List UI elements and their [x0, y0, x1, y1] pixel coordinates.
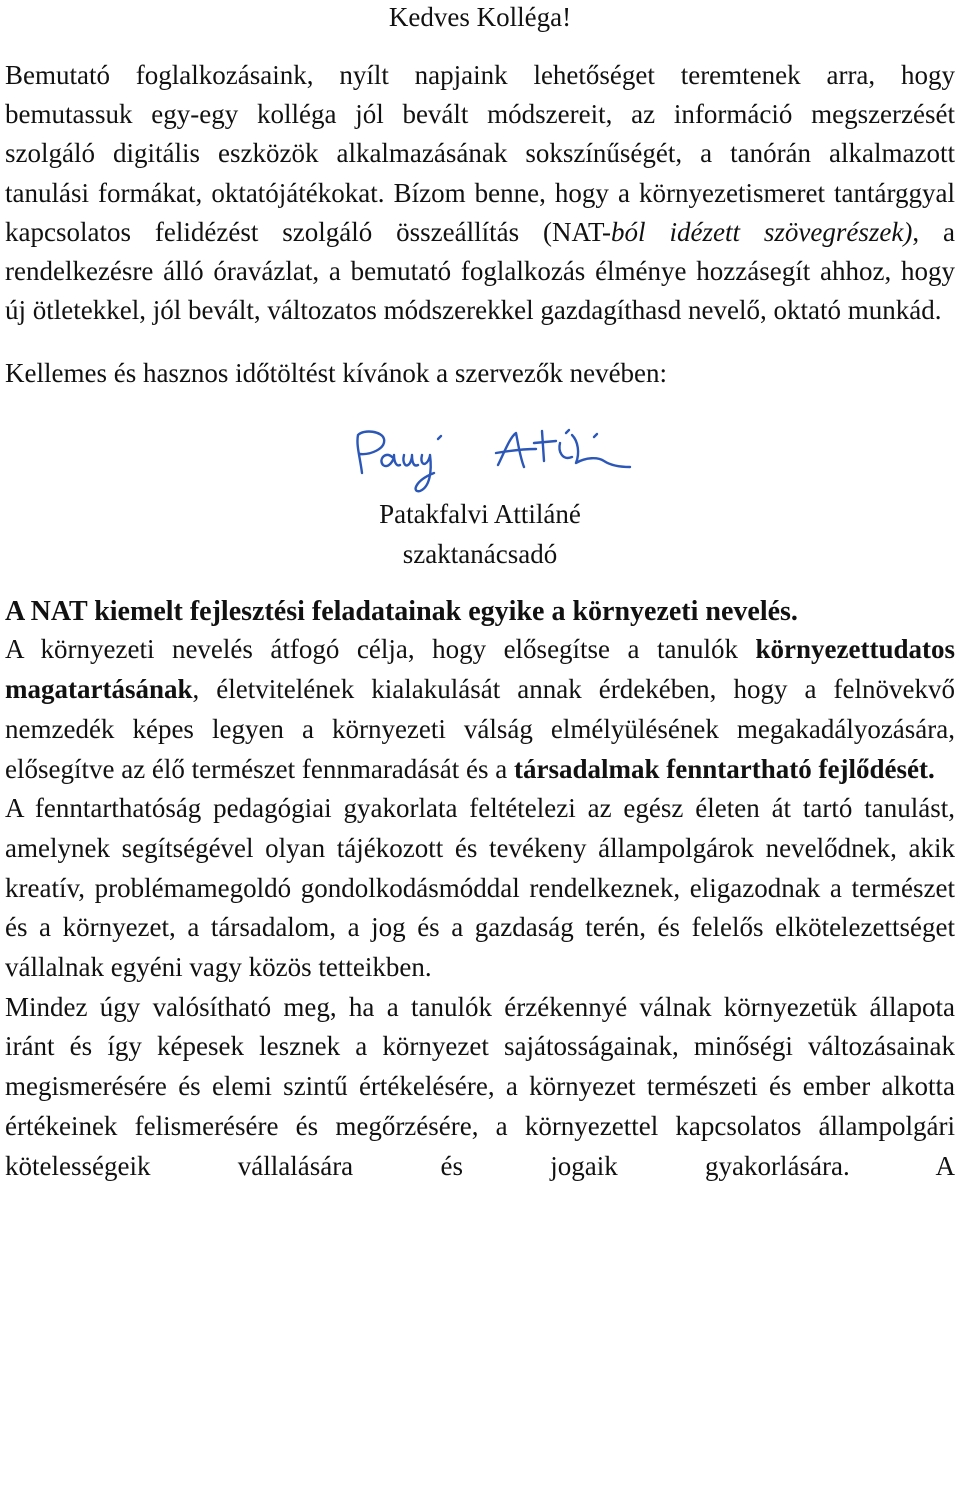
- wish-line: Kellemes és hasznos időtöltést kívánok a szervezők nevében:: [5, 358, 668, 389]
- p1-text-c: , életvitelének kialakulását annak érdekében, hogy a felnövekvő nemzedék képes legyen a környezeti válság elmélyülésének megakadályozására, elősegítve az élő természet fennmaradását és a: [5, 674, 955, 784]
- signer-role: szaktanácsadó: [402, 539, 558, 570]
- p1-bold-b: társadalmak fenntartható fejlődését.: [514, 753, 935, 784]
- intro-italic-text: ból idézett szövegrészek): [611, 216, 913, 247]
- handwritten-signature: [348, 427, 648, 497]
- intro-paragraph: [5, 56, 955, 330]
- section-heading: A NAT kiemelt fejlesztési feladatainak egyike a környezeti nevelés.: [5, 596, 798, 628]
- intro-text-end: , a rendelkezésre álló óravázlat, a bemutató foglalkozás élménye hozzásegít ahhoz, hogy új ötletekkel, jól bevált, változatos módszerekkel gazdagíthasd nevelő, oktató munkád.: [5, 216, 955, 326]
- signature-block: [5, 393, 955, 593]
- sustainability-paragraph: A fenntarthatóság pedagógiai gyakorlata feltételezi az egész életen át tartó tanulást, amelynek segítségével olyan tájékozott és tevékeny állampolgárok nevelődnek, akik kreatív, problémamegoldó gondolkodásmóddal rendelkeznek, eligazodnak a természet és a környezet, a társadalom, a jog és a gazdaság terén, és felelős elkötelezettséget vállalnak egyéni vagy közös tetteikben.: [5, 793, 955, 983]
- intro-text-start: Bemutató foglalkozásaink, nyílt napjaink lehetőséget teremtenek arra, hogy bemutassuk egy-egy kolléga jól bevált módszereit, az információ megszerzését szolgáló digitális eszközök alkalmazásának sokszínűségét, a tanórán alkalmazott tanulási formákat, oktatójátékokat. Bízom benne, hogy a környezetismeret tantárggyal kapcsolatos felidézést szolgáló összeállítás (NAT-: [5, 60, 955, 247]
- greeting: Kedves Kolléga!: [388, 2, 572, 32]
- implementation-paragraph: Mindez úgy valósítható meg, ha a tanulók érzékennyé válnak környezetük állapota iránt és így képesek lesznek a környezet sajátosságainak, minőségi változásainak megismerésére és elemi szintű értékelésére, a környezet természeti és ember alkotta értékeinek felismerésére és megőrzésére, a környezettel kapcsolatos állampolgári kötelességeik vállalására és jogaik gyakorlására. A: [5, 991, 955, 1181]
- p1-text-a: A környezeti nevelés átfogó célja, hogy elősegítse a tanulók: [5, 634, 756, 665]
- environmental-education-paragraph: [5, 630, 955, 789]
- letter-page: [5, 0, 955, 1186]
- signer-name: Patakfalvi Attiláné: [379, 499, 581, 530]
- p1-bold-a: környezettudatos magatartásának: [5, 634, 955, 705]
